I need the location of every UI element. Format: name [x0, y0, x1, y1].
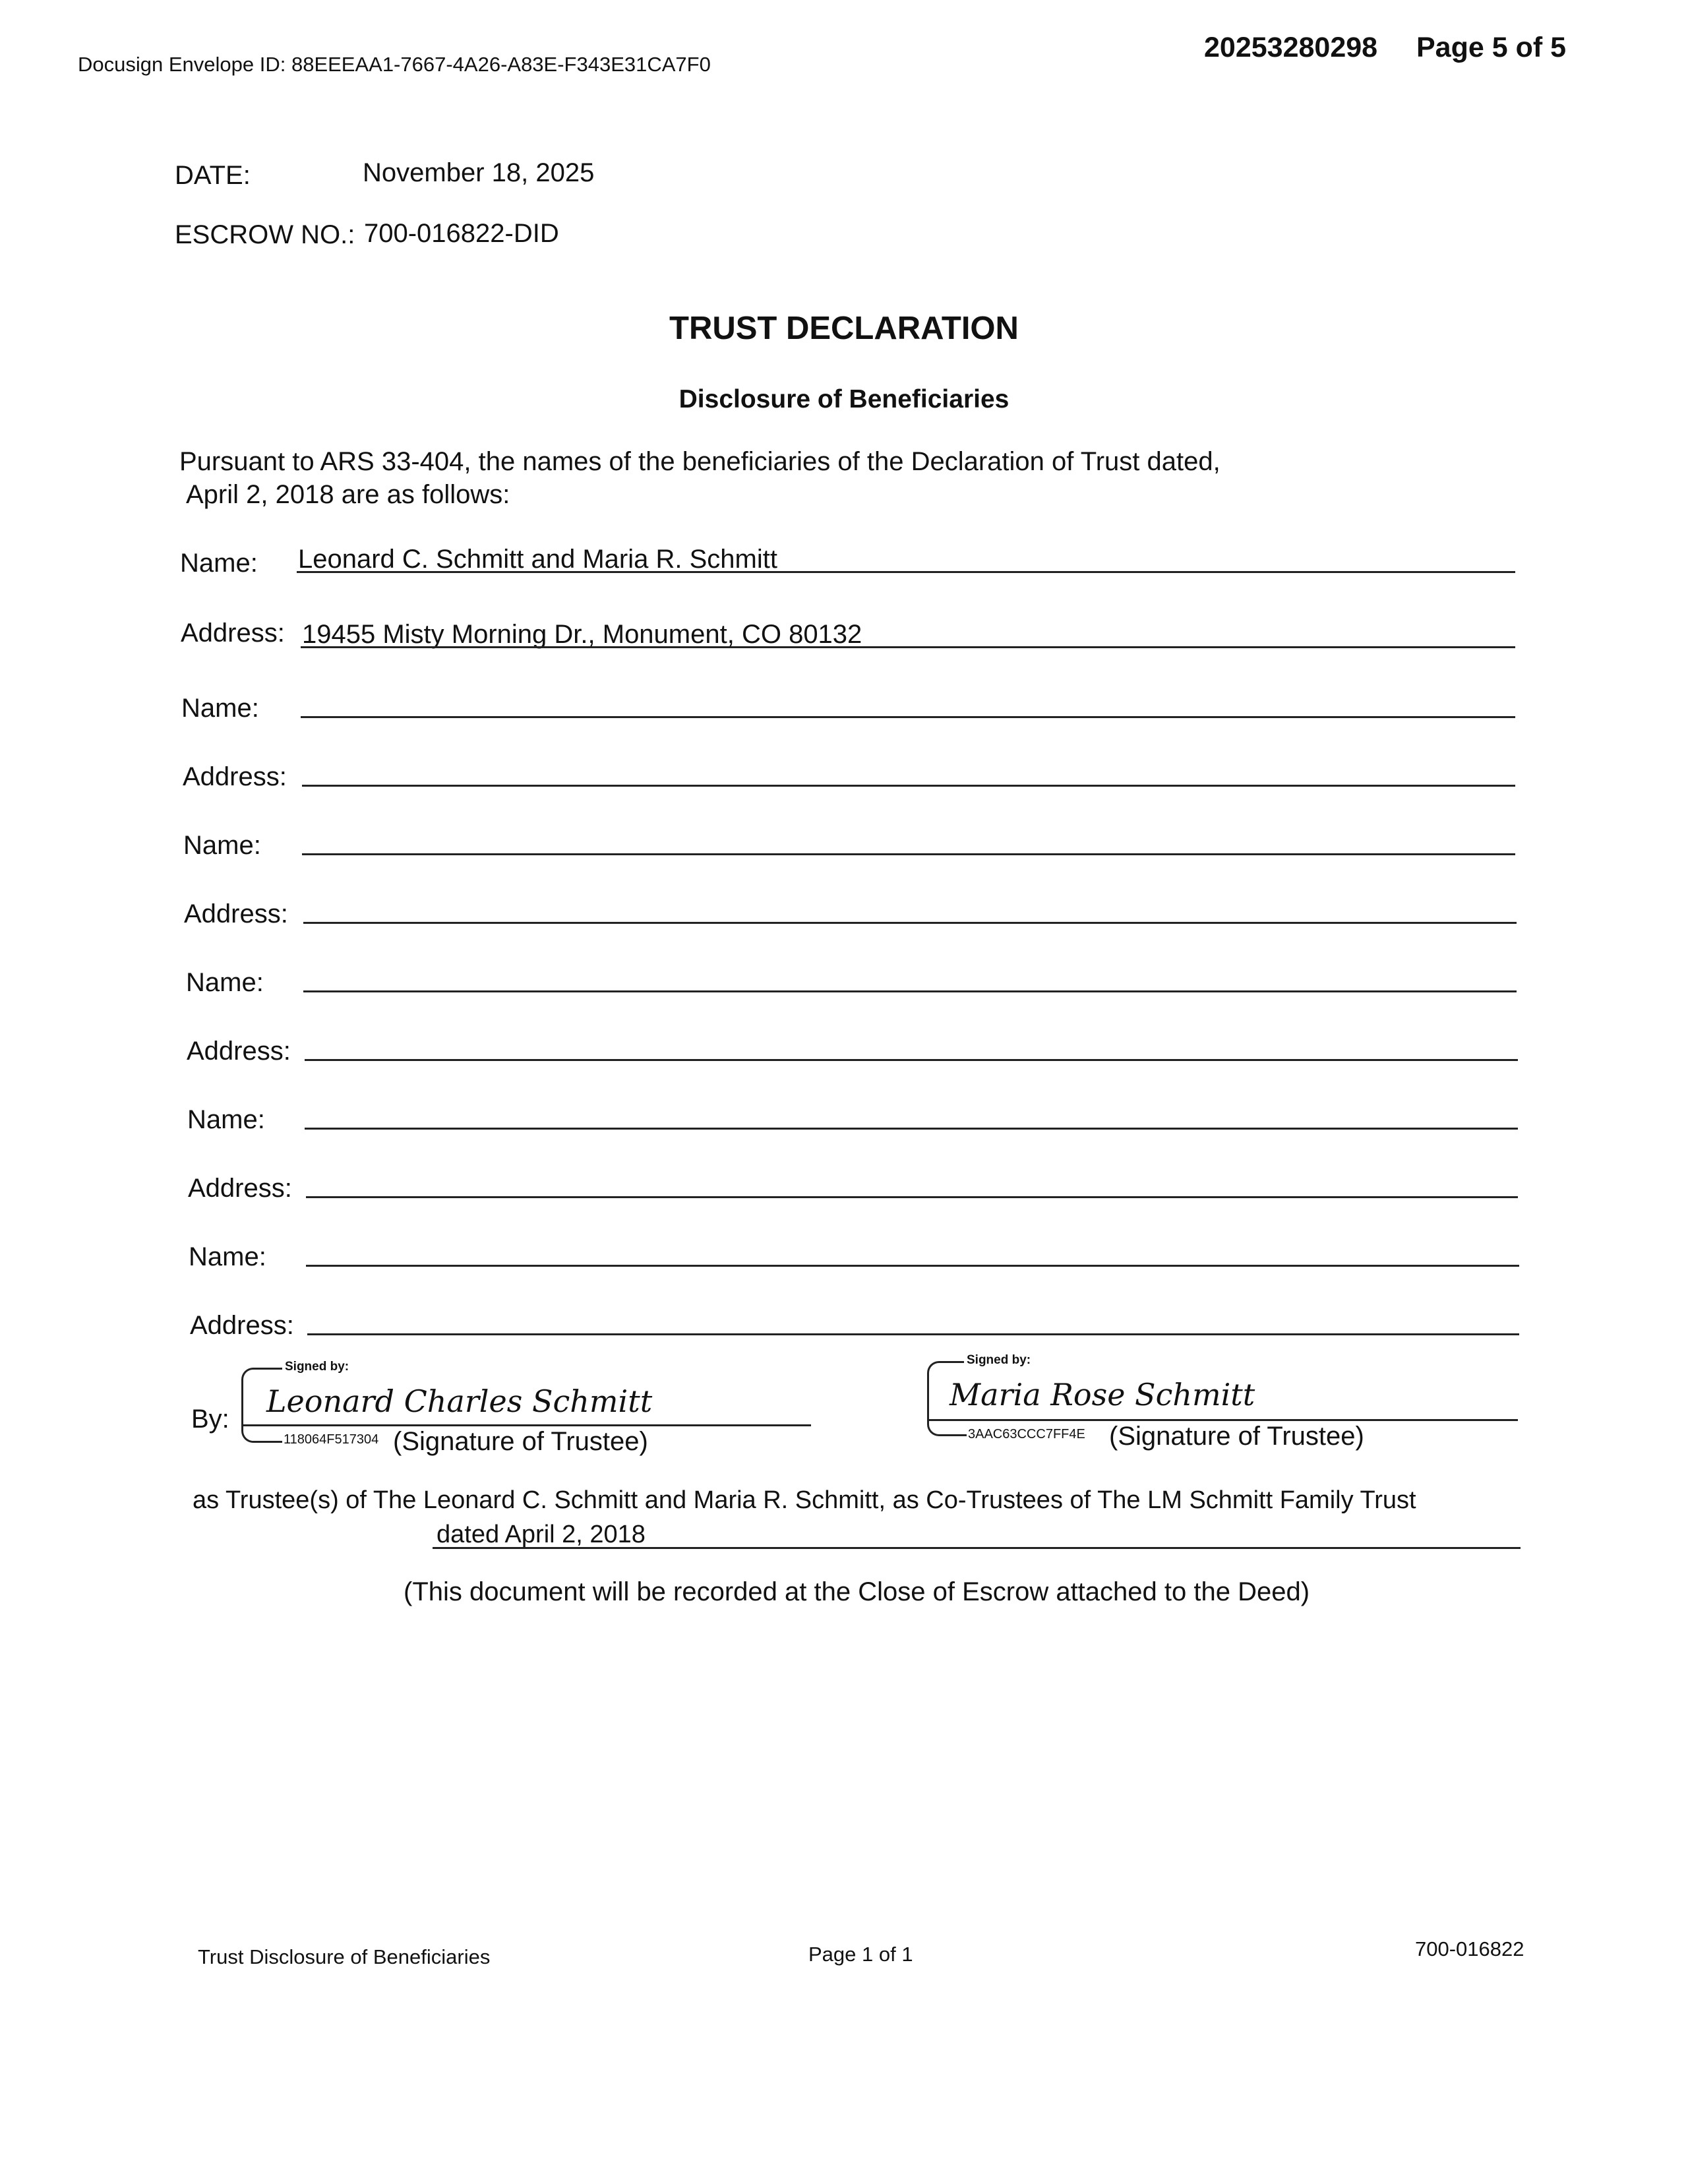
by-label: By: [191, 1405, 229, 1434]
name-label: Name: [189, 1242, 266, 1271]
signature-line[interactable] [241, 1424, 811, 1426]
name-field-line[interactable] [303, 990, 1517, 992]
document-title: TRUST DECLARATION [669, 311, 1019, 346]
name-field-line[interactable] [305, 1128, 1518, 1130]
envelope-id: Docusign Envelope ID: 88EEEAA1-7667-4A26-A83E-F343E31CA7F0 [78, 53, 711, 76]
trustee-line [433, 1547, 1521, 1549]
address-label: Address: [184, 899, 288, 928]
record-number: 20253280298 [1204, 32, 1378, 63]
address-field-line[interactable] [305, 1059, 1518, 1061]
signature-caption: (Signature of Trustee) [1109, 1422, 1364, 1451]
signature-image: Leonard Charles Schmitt [266, 1383, 653, 1419]
signature-caption: (Signature of Trustee) [393, 1427, 648, 1456]
escrow-value: 700-016822-DID [364, 219, 559, 248]
name-label: Name: [180, 549, 258, 578]
address-label: Address: [188, 1174, 292, 1203]
name-field-line[interactable] [302, 853, 1515, 855]
address-field-line[interactable] [306, 1196, 1518, 1198]
address-label: Address: [187, 1037, 291, 1066]
signature-line[interactable] [927, 1419, 1518, 1421]
address-field-line[interactable] [302, 785, 1515, 787]
address-label: Address: [181, 619, 285, 648]
address-field-line[interactable] [301, 646, 1515, 648]
signer-id: 3AAC63CCC7FF4E [968, 1427, 1085, 1441]
page-indicator: Page 5 of 5 [1416, 32, 1567, 63]
date-label: DATE: [175, 161, 251, 190]
document-subtitle: Disclosure of Beneficiaries [678, 385, 1010, 413]
address-field-line[interactable] [303, 922, 1517, 924]
intro-line-2: April 2, 2018 are as follows: [186, 480, 510, 509]
signer-id: 118064F517304 [284, 1432, 379, 1447]
address-field-line[interactable] [307, 1333, 1519, 1335]
trustee-statement-line-1: as Trustee(s) of The Leonard C. Schmitt and Maria R. Schmitt, as Co-Trustees of The LM Schmitt Family Trust [193, 1486, 1416, 1514]
signature-image: Maria Rose Schmitt [950, 1377, 1255, 1412]
footer-page: Page 1 of 1 [808, 1943, 913, 1966]
name-label: Name: [186, 968, 264, 997]
footer-title: Trust Disclosure of Beneficiaries [198, 1945, 491, 1968]
footer-escrow: 700-016822 [1415, 1937, 1524, 1960]
name-field-line[interactable] [297, 571, 1515, 573]
date-value: November 18, 2025 [363, 158, 595, 187]
signed-by-label: Signed by: [964, 1353, 1033, 1368]
escrow-label: ESCROW NO.: [175, 220, 355, 249]
name-field-line[interactable] [301, 716, 1515, 718]
address-label: Address: [190, 1311, 294, 1340]
name-value: Leonard C. Schmitt and Maria R. Schmitt [298, 545, 777, 574]
trustee-statement-line-2: dated April 2, 2018 [437, 1521, 646, 1548]
name-label: Name: [187, 1105, 265, 1134]
address-value: 19455 Misty Morning Dr., Monument, CO 80132 [302, 620, 862, 649]
name-label: Name: [183, 831, 261, 860]
name-label: Name: [181, 694, 259, 723]
recording-note: (This document will be recorded at the Close of Escrow attached to the Deed) [404, 1577, 1310, 1606]
intro-line-1: Pursuant to ARS 33-404, the names of the beneficiaries of the Declaration of Trust dated, [179, 447, 1221, 476]
address-label: Address: [183, 762, 287, 791]
signed-by-label: Signed by: [282, 1360, 351, 1374]
name-field-line[interactable] [306, 1265, 1519, 1267]
